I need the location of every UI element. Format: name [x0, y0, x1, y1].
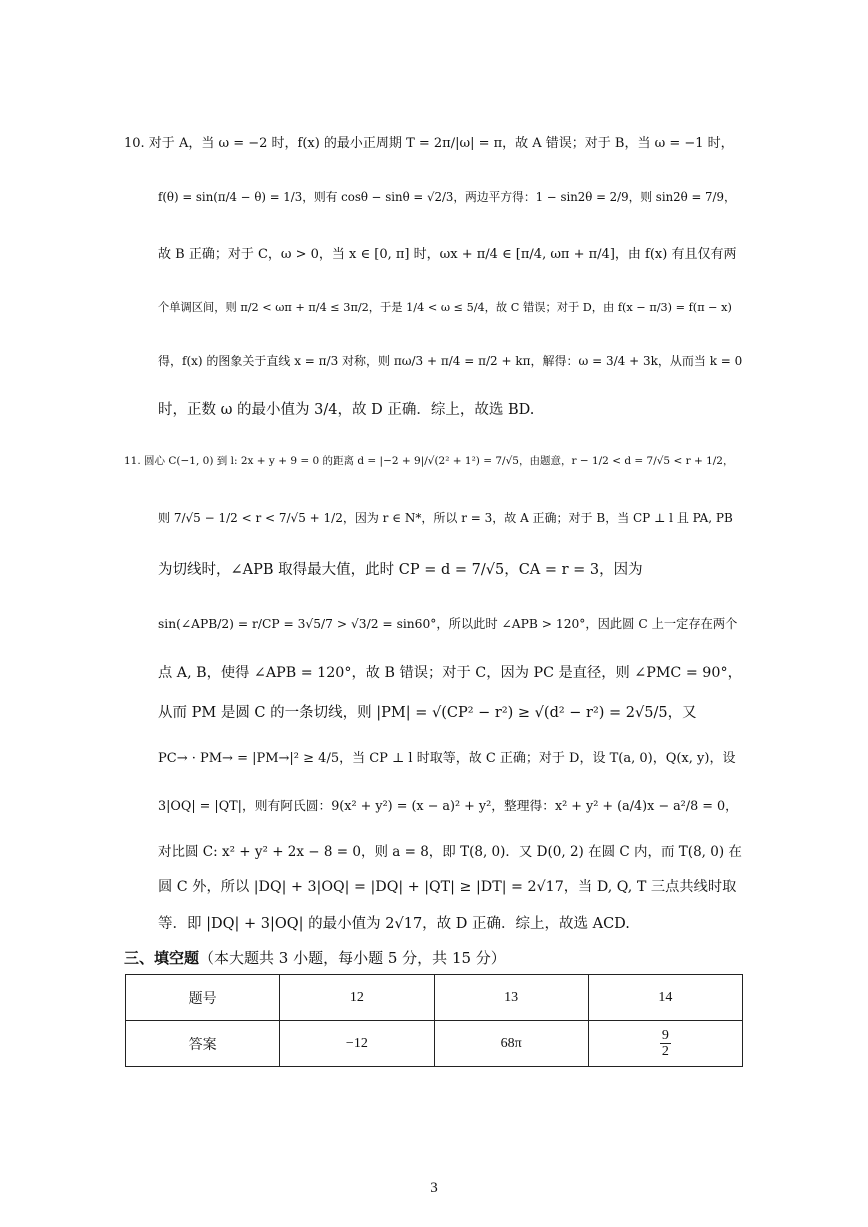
problem-11-line-3: 为切线时，∠APB 取得最大值，此时 CP = d = 7/√5，CA = r = 3，因为 — [158, 562, 643, 578]
section-3-title: 三、填空题 — [124, 949, 200, 967]
answer-table — [125, 974, 743, 1067]
problem-10-line-4: 个单调区间，则 π/2 < ωπ + π/4 ≤ 3π/2，于是 1/4 < ω ≤ 5/4，故 C 错误；对于 D，由 f(x − π/3) = f(π − x) — [158, 301, 732, 314]
header-cell-label: 题号 — [126, 975, 280, 1021]
answer-14-denominator: 2 — [661, 1044, 669, 1059]
problem-11-line-6: 从而 PM 是圆 C 的一条切线，则 |PM| = √(CP² − r²) ≥ √(d² − r²) = 2√5/5，又 — [158, 705, 697, 721]
problem-11-line-1: 11. 圆心 C(−1, 0) 到 l: 2x + y + 9 = 0 的距离 d = |−2 + 9|/√(2² + 1²) = 7/√5，由题意，r − 1/2 < d = 7/√5 < r + 1/2， — [124, 455, 734, 467]
problem-11-line-10: 圆 C 外，所以 |DQ| + 3|OQ| = |DQ| + |QT| ≥ |DT| = 2√17，当 D, Q, T 三点共线时取 — [158, 879, 737, 895]
header-cell-13: 13 — [434, 975, 588, 1021]
problem-10-line-5: 得，f(x) 的图象关于直线 x = π/3 对称，则 πω/3 + π/4 = π/2 + kπ，解得：ω = 3/4 + 3k，从而当 k = 0 — [158, 354, 743, 368]
problem-11-line-4: sin(∠APB/2) = r/CP = 3√5/7 > √3/2 = sin60°，所以此时 ∠APB > 120°，因此圆 C 上一定存在两个 — [158, 617, 738, 631]
problem-11-line-5: 点 A, B，使得 ∠APB = 120°，故 B 错误；对于 C，因为 PC 是直径，则 ∠PMC = 90°， — [158, 665, 742, 681]
header-cell-12: 12 — [280, 975, 434, 1021]
problem-10-line-2: f(θ) = sin(π/4 − θ) = 1/3，则有 cosθ − sinθ = √2/3，两边平方得：1 − sin2θ = 2/9，则 sin2θ = 7/9， — [158, 190, 736, 204]
answer-table-header-row — [126, 975, 743, 1021]
problem-11-line-7: PC→ · PM→ = |PM→|² ≥ 4/5，当 CP ⊥ l 时取等，故 C 正确；对于 D，设 T(a, 0)，Q(x, y)，设 — [158, 751, 736, 766]
problem-10-line-6: 时，正数 ω 的最小值为 3/4，故 D 正确．综上，故选 BD. — [158, 402, 535, 418]
section-3-heading — [124, 947, 506, 968]
answer-14-fraction — [660, 1028, 671, 1060]
answer-cell-13: 68π — [434, 1021, 588, 1067]
problem-11-line-11: 等．即 |DQ| + 3|OQ| 的最小值为 2√17，故 D 正确．综上，故选 ACD. — [158, 916, 630, 932]
problem-11-line-9: 对比圆 C: x² + y² + 2x − 8 = 0，则 a = 8，即 T(8, 0)．又 D(0, 2) 在圆 C 内，而 T(8, 0) 在 — [158, 844, 742, 860]
answer-14-numerator: 9 — [661, 1027, 669, 1043]
answer-row-label: 答案 — [126, 1021, 280, 1067]
page-number: 3 — [430, 1180, 438, 1196]
problem-11-line-2: 则 7/√5 − 1/2 < r < 7/√5 + 1/2，因为 r ∈ N*，所以 r = 3，故 A 正确；对于 B，当 CP ⊥ l 且 PA, PB — [158, 511, 733, 525]
problem-10-line-1: 10. 对于 A，当 ω = −2 时，f(x) 的最小正周期 T = 2π/|ω| = π，故 A 错误；对于 B，当 ω = −1 时， — [124, 136, 734, 151]
problem-11-line-8: 3|OQ| = |QT|，则有阿氏圆：9(x² + y²) = (x − a)² + y²，整理得：x² + y² + (a/4)x − a²/8 = 0， — [158, 799, 738, 814]
problem-10-line-3: 故 B 正确；对于 C，ω > 0，当 x ∈ [0, π] 时，ωx + π/4 ∈ [π/4, ωπ + π/4]，由 f(x) 有且仅有两 — [158, 247, 737, 262]
answer-table-answer-row — [126, 1021, 743, 1067]
section-3-subtitle: （本大题共 3 小题，每小题 5 分，共 15 分） — [199, 949, 506, 967]
header-cell-14: 14 — [588, 975, 742, 1021]
answer-cell-12: −12 — [280, 1021, 434, 1067]
answer-cell-14 — [588, 1021, 742, 1067]
